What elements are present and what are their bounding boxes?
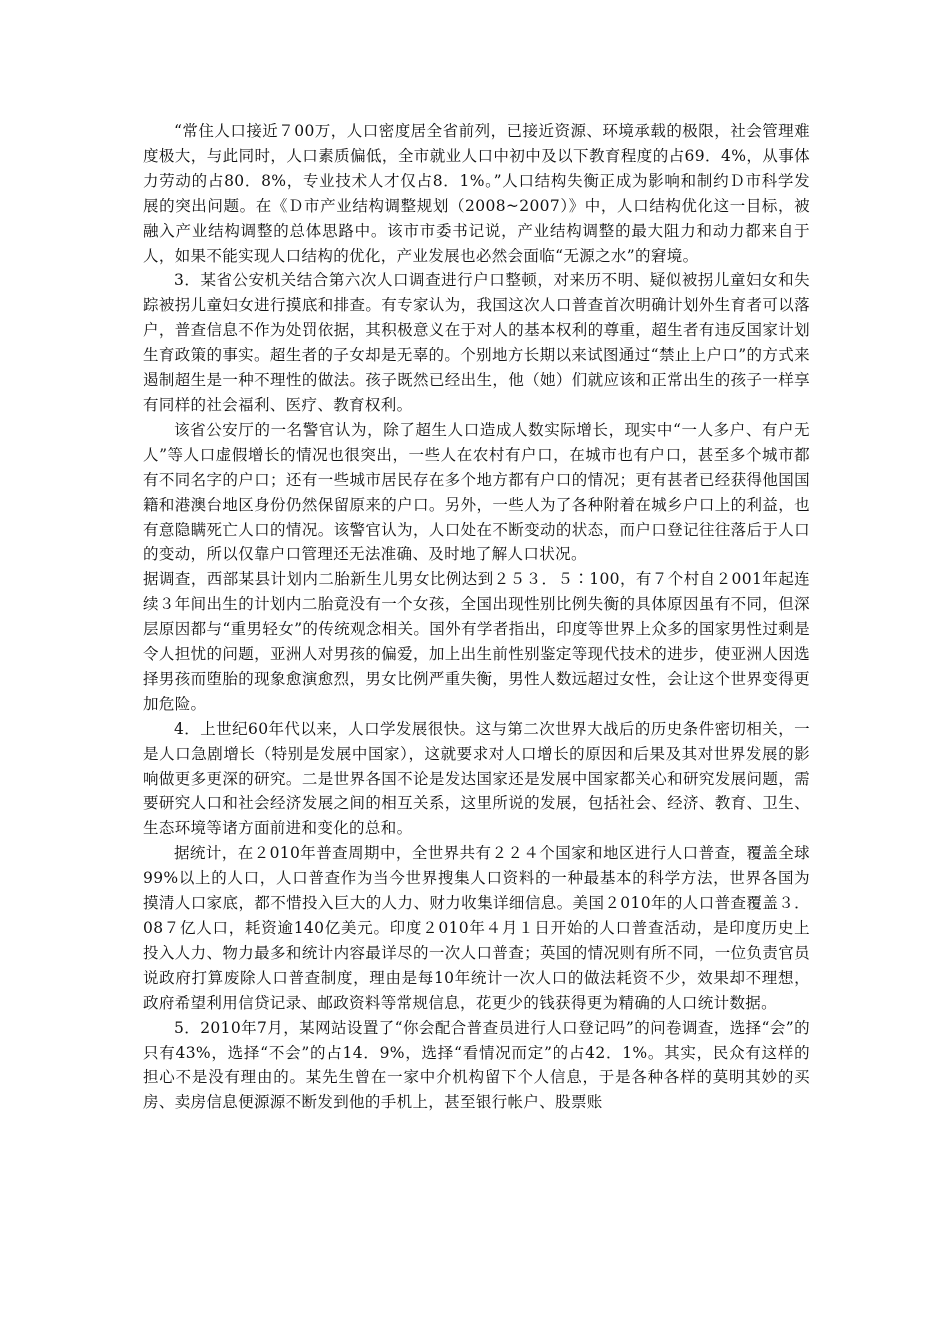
- document-body: [143, 119, 810, 1115]
- paragraph-item-5-online-survey: 5．2010年7月，某网站设置了“你会配合普查员进行人口登记吗”的问卷调查，选择“会”的只有43%，选择“不会”的占14．9%，选择“看情况而定”的占42．1%。其实，民众有这样的担心不是没有理由的。某先生曾在一家中介机构留下个人信息，于是各种各样的莫明其妙的买房、卖房信息便源源不断发到他的手机上，甚至银行帐户、股票账: [143, 1018, 810, 1112]
- paragraph-census-statistics: 据统计，在２010年普查周期中，全世界共有２２４个国家和地区进行人口普查，覆盖全球99%以上的人口，人口普查作为当今世界搜集人口资料的一种最基本的科学方法，世界各国为摸清人口家底，都不惜投入巨大的人力、财力收集详细信息。美国２010年的人口普查覆盖３．08７亿人口，耗资逾140亿美元。印度２010年４月１日开始的人口普查活动，是印度历史上投入人力、物力最多和统计内容最详尽的一次人口普查；英国的情况则有所不同，一位负责官员说政府打算废除人口普查制度，理由是每10年统计一次人口的做法耗资不少，效果却不理想，政府希望利用信贷记录、邮政资料等常规信息，花更少的钱获得更为精确的人口统计数据。: [143, 844, 810, 1012]
- paragraph-item-4-demography: 4．上世纪60年代以来，人口学发展很快。这与第二次世界大战后的历史条件密切相关，一是人口急剧增长（特别是发展中国家），这就要求对人口增长的原因和后果及其对世界发展的影响做更多更深的研究。二是世界各国不论是发达国家还是发展中国家都关心和研究发展问题，需要研究人口和社会经济发展之间的相互关系，这里所说的发展，包括社会、经济、教育、卫生、生态环境等诸方面前进和变化的总和。: [143, 719, 810, 838]
- paragraph-population-structure: “常住人口接近７00万，人口密度居全省前列，已接近资源、环境承载的极限，社会管理难度极大，与此同时，人口素质偏低，全市就业人口中初中及以下教育程度的占69．4%，从事体力劳动的占80．8%，专业技术人才仅占8．1%。”人口结构失衡正成为影响和制约Ｄ市科学发展的突出问题。在《Ｄ市产业结构调整规划（2008~2007）》中，人口结构优化这一目标，被融入产业结构调整的总体思路中。该市市委书记说，产业结构调整的最大阻力和动力都来自于人，如果不能实现人口结构的优化，产业发展也必然会面临“无源之水”的窘境。: [143, 122, 810, 265]
- paragraph-item-3-household-registration: 3．某省公安机关结合第六次人口调查进行户口整顿，对来历不明、疑似被拐儿童妇女和失踪被拐儿童妇女进行摸底和排查。有专家认为，我国这次人口普查首次明确计划外生育者可以落户，普查信息不作为处罚依据，其积极意义在于对人的基本权利的尊重，超生者有违反国家计划生育政策的事实。超生者的子女却是无辜的。个别地方长期以来试图通过“禁止上户口”的方式来遏制超生是一种不理性的做法。孩子既然已经出生，他（她）们就应该和正常出生的孩子一样享有同样的社会福利、医疗、教育权利。: [143, 271, 810, 414]
- paragraph-police-officer-view: 该省公安厅的一名警官认为，除了超生人口造成人数实际增长，现实中“一人多户、有户无人”等人口虚假增长的情况也很突出，一些人在农村有户口，在城市也有户口，甚至多个城市都有不同名字的户口；还有一些城市居民存在多个地方都有户口的情况；更有甚者已经获得他国国籍和港澳台地区身份仍然保留原来的户口。另外，一些人为了各种附着在城乡户口上的利益，也有意隐瞒死亡人口的情况。该警官认为，人口处在不断变动的状态，而户口登记往往落后于人口的变动，所以仅靠户口管理还无法准确、及时地了解人口状况。: [143, 420, 810, 564]
- paragraph-gender-ratio: 据调查，西部某县计划内二胎新生儿男女比例达到２５３．５∶100，有７个村自２001年起连续３年间出生的计划内二胎竟没有一个女孩，全国出现性别比例失衡的具体原因虽有不同，但深层原因都与“重男轻女”的传统观念相关。国外有学者指出，印度等世界上众多的国家男性过剩是令人担忧的问题，亚洲人对男孩的偏爱，加上出生前性别鉴定等现代技术的进步，使亚洲人因选择男孩而堕胎的现象愈演愈烈，男女比例严重失衡，男性人数远超过女性，会让这个世界变得更加危险。: [143, 570, 810, 713]
